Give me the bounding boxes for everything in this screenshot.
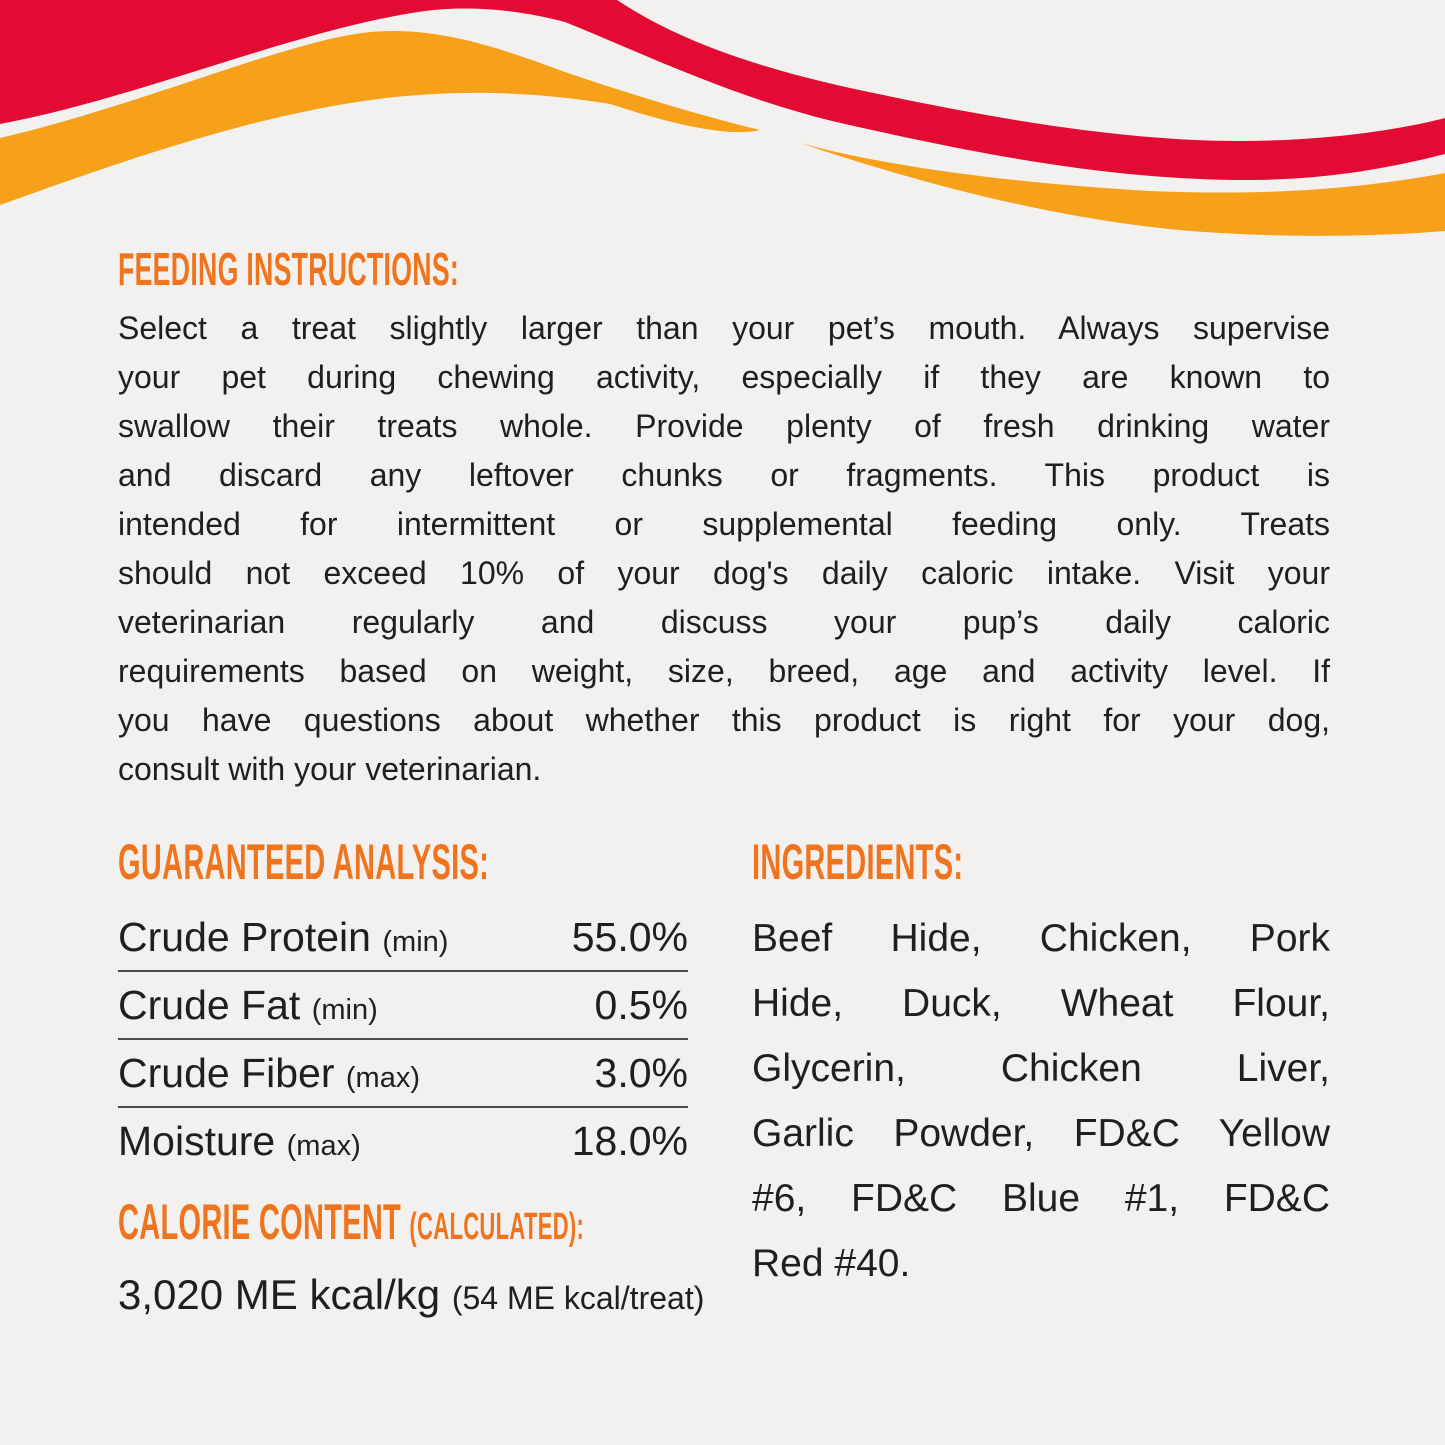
calorie-content-heading xyxy=(118,1192,688,1257)
nutrient-name xyxy=(118,914,448,961)
text-line: consult with your veterinarian. xyxy=(118,751,542,787)
ingredients-heading xyxy=(752,832,1330,892)
text-line: requirements based on weight, size, breed, age and activity level. If xyxy=(118,653,1330,689)
text-line: should not exceed 10% of your dog's daily caloric intake. Visit your xyxy=(118,555,1330,591)
nutrient-qualifier: (max) xyxy=(345,1061,420,1094)
analysis-row-crude-protein xyxy=(118,904,688,972)
nutrient-value: 55.0% xyxy=(571,913,688,960)
nutrient-value: 18.0% xyxy=(571,1117,688,1164)
analysis-row-moisture xyxy=(118,1108,688,1174)
text-line: Hide, Duck, Wheat Flour, xyxy=(752,982,1330,1025)
text-line: Red #40. xyxy=(752,1242,911,1285)
guaranteed-analysis-heading-text: GUARANTEED ANALYSIS: xyxy=(118,834,490,890)
text-line: swallow their treats whole. Provide plenty of fresh drinking water xyxy=(118,408,1330,444)
analysis-row-crude-fat xyxy=(118,972,688,1040)
calorie-value-line xyxy=(118,1271,705,1319)
nutrient-value: 0.5% xyxy=(594,981,688,1028)
decorative-wave-graphic xyxy=(0,0,1445,260)
nutrient-label: Crude Fiber xyxy=(118,1049,335,1096)
calorie-per-treat: (54 ME kcal/treat) xyxy=(451,1280,705,1316)
text-line: Garlic Powder, FD&C Yellow xyxy=(752,1112,1330,1155)
nutrient-name xyxy=(118,1050,420,1097)
calorie-heading-suffix: (CALCULATED): xyxy=(409,1206,585,1248)
nutrient-label: Moisture xyxy=(118,1117,276,1164)
guaranteed-analysis-heading xyxy=(118,832,688,892)
feeding-instructions-heading xyxy=(118,240,1330,298)
text-line: Beef Hide, Chicken, Pork xyxy=(752,917,1330,960)
text-line: veterinarian regularly and discuss your pup’s daily caloric xyxy=(118,604,1330,640)
text-line: you have questions about whether this product is right for your dog, xyxy=(118,702,1330,738)
text-line: your pet during chewing activity, especially if they are known to xyxy=(118,359,1330,395)
feeding-instructions-text xyxy=(118,304,1330,794)
calorie-content-heading-text xyxy=(118,1192,584,1257)
calorie-heading-main: CALORIE CONTENT xyxy=(118,1194,402,1250)
text-line: Select a treat slightly larger than your pet’s mouth. Always supervise xyxy=(118,310,1330,346)
nutrient-qualifier: (min) xyxy=(311,993,378,1026)
text-line: and discard any leftover chunks or fragments. This product is xyxy=(118,457,1330,493)
text-line: intended for intermittent or supplemental feeding only. Treats xyxy=(118,506,1330,542)
nutrient-qualifier: (max) xyxy=(286,1129,361,1162)
nutrient-label: Crude Fat xyxy=(118,981,301,1028)
nutrient-name xyxy=(118,982,378,1029)
nutrient-label: Crude Protein xyxy=(118,913,371,960)
guaranteed-analysis-table xyxy=(118,904,688,1174)
feeding-instructions-heading-text: FEEDING INSTRUCTIONS: xyxy=(118,243,460,295)
ingredients-heading-text: INGREDIENTS: xyxy=(752,834,964,890)
text-line: #6, FD&C Blue #1, FD&C xyxy=(752,1177,1330,1220)
nutrient-name xyxy=(118,1118,361,1165)
nutrient-qualifier: (min) xyxy=(382,925,449,958)
text-line: Glycerin, Chicken Liver, xyxy=(752,1047,1330,1090)
ingredients-section xyxy=(752,832,1330,1296)
ingredients-text xyxy=(752,906,1330,1296)
analysis-row-crude-fiber xyxy=(118,1040,688,1108)
analysis-and-calories-column xyxy=(118,832,705,1319)
calorie-value: 3,020 ME kcal/kg xyxy=(118,1271,441,1318)
feeding-instructions-section xyxy=(118,240,1330,794)
nutrient-value: 3.0% xyxy=(594,1049,688,1096)
